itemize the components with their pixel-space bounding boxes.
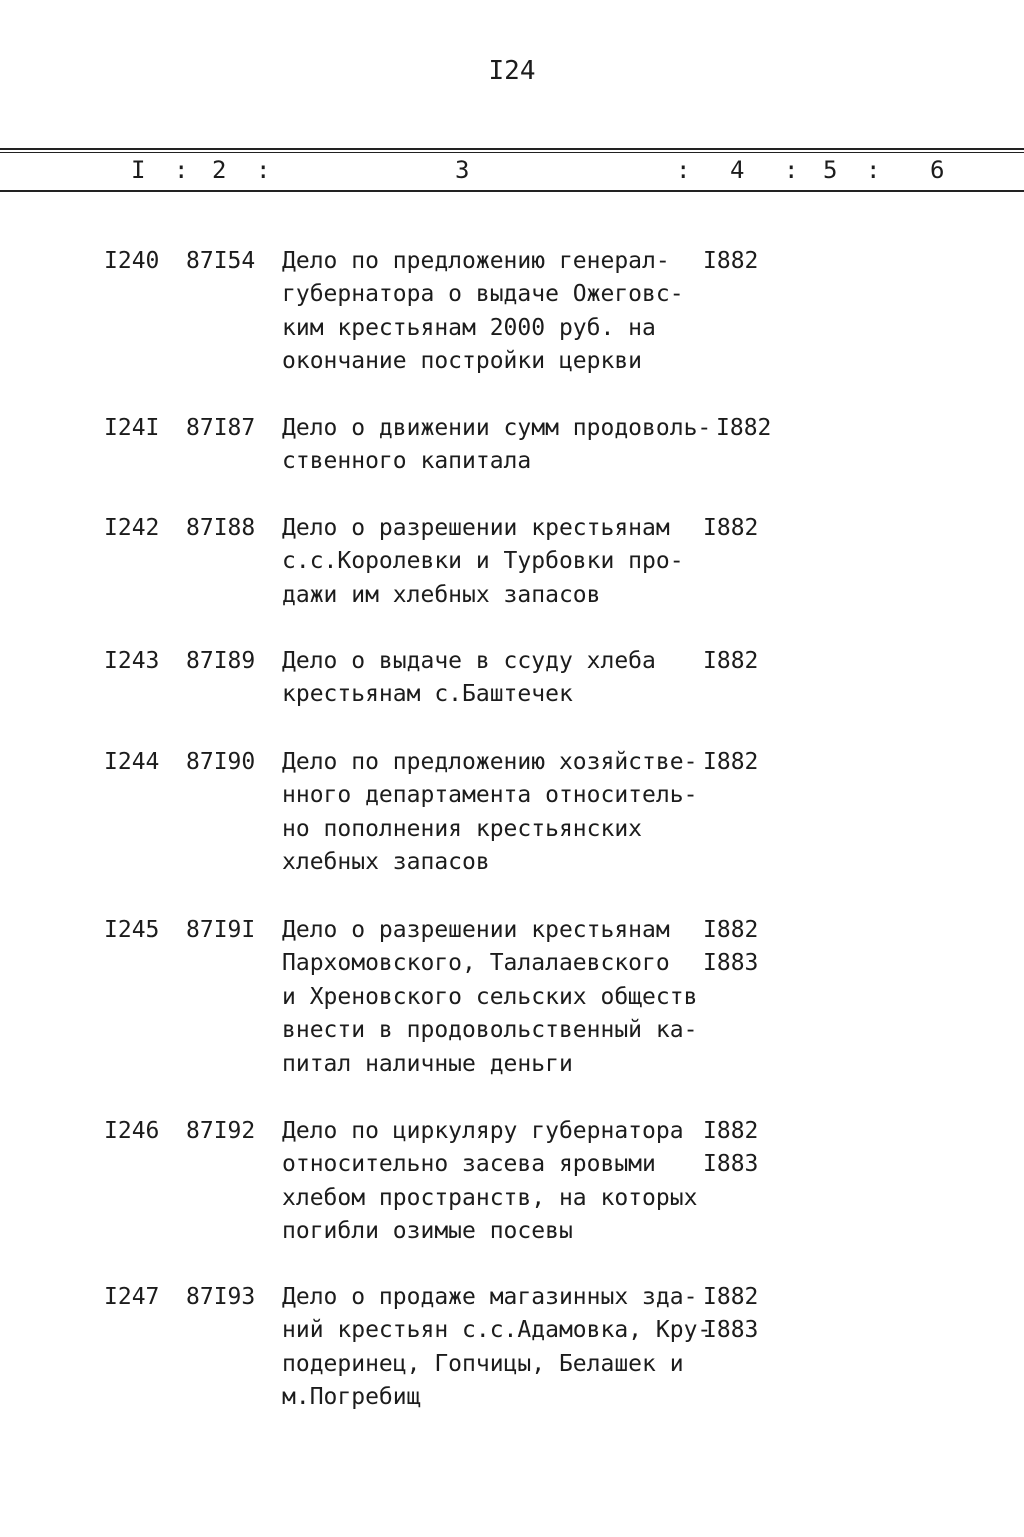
column-header-6: 6 bbox=[930, 156, 945, 184]
entry-id: 87I92 bbox=[186, 1118, 256, 1144]
entry-number: I24I bbox=[104, 415, 160, 441]
column-separator: : bbox=[676, 156, 691, 184]
entry-years: I882 bbox=[703, 749, 759, 775]
entry-title: Дело о разрешении крестьянам с.с.Королевки и Турбовки про- дажи им хлебных запасов bbox=[282, 515, 684, 608]
column-header-4: 4 bbox=[730, 156, 745, 184]
entry-id: 87I88 bbox=[186, 515, 256, 541]
entry-years: I882 bbox=[703, 248, 759, 274]
entry-title: Дело о разрешении крестьянам Пархомовского, Талалаевского и Хреновского сельских обществ внести в продовольственный ка- питал наличные деньги bbox=[282, 917, 698, 1077]
entry-title: Дело о выдаче в ссуду хлеба крестьянам с.Баштечек bbox=[282, 648, 656, 708]
entry-number: I247 bbox=[104, 1284, 160, 1310]
entry-id: 87I93 bbox=[186, 1284, 256, 1310]
entry-years: I882 I883 bbox=[703, 1118, 759, 1178]
entry-years: I882 bbox=[703, 515, 759, 541]
entry-number: I246 bbox=[104, 1118, 160, 1144]
page-number: I24 bbox=[488, 56, 536, 86]
entry-id: 87I89 bbox=[186, 648, 256, 674]
entry-title: Дело о движении сумм продоволь- ственного капитала bbox=[282, 415, 712, 475]
entry-number: I242 bbox=[104, 515, 160, 541]
entry-years: I882 I883 bbox=[703, 917, 759, 977]
entry-id: 87I87 bbox=[186, 415, 256, 441]
column-separator: : bbox=[256, 156, 271, 184]
header-top-rule-thin bbox=[0, 152, 1024, 153]
entry-title: Дело по предложению хозяйстве- нного департамента относитель- но пополнения крестьянских хлебных запасов bbox=[282, 749, 698, 876]
entry-id: 87I54 bbox=[186, 248, 256, 274]
entry-title: Дело о продаже магазинных зда- ний крестьян с.с.Адамовка, Кру- подеринец, Гопчицы, Белашек и м.Погребищ bbox=[282, 1284, 712, 1411]
entry-number: I244 bbox=[104, 749, 160, 775]
entry-title: Дело по циркуляру губернатора относительно засева яровыми хлебом пространств, на которых погибли озимые посевы bbox=[282, 1118, 698, 1245]
entry-id: 87I90 bbox=[186, 749, 256, 775]
entry-id: 87I9I bbox=[186, 917, 256, 943]
entry-number: I240 bbox=[104, 248, 160, 274]
column-header-5: 5 bbox=[823, 156, 838, 184]
column-separator: : bbox=[174, 156, 189, 184]
entry-years: I882 bbox=[703, 648, 759, 674]
header-bottom-rule bbox=[0, 190, 1024, 192]
entry-years: I882 bbox=[716, 415, 772, 441]
column-header-2: 2 bbox=[212, 156, 227, 184]
column-separator: : bbox=[866, 156, 881, 184]
header-top-rule bbox=[0, 148, 1024, 150]
entry-years: I882 I883 bbox=[703, 1284, 759, 1344]
column-separator: : bbox=[784, 156, 799, 184]
entry-number: I243 bbox=[104, 648, 160, 674]
entry-number: I245 bbox=[104, 917, 160, 943]
entry-title: Дело по предложению генерал- губернатора о выдаче Ожеговс- ким крестьянам 2000 руб. на окончание постройки церкви bbox=[282, 248, 684, 375]
column-header-row bbox=[0, 156, 1024, 188]
column-header-3: 3 bbox=[455, 156, 470, 184]
column-header-1: I bbox=[131, 156, 146, 184]
